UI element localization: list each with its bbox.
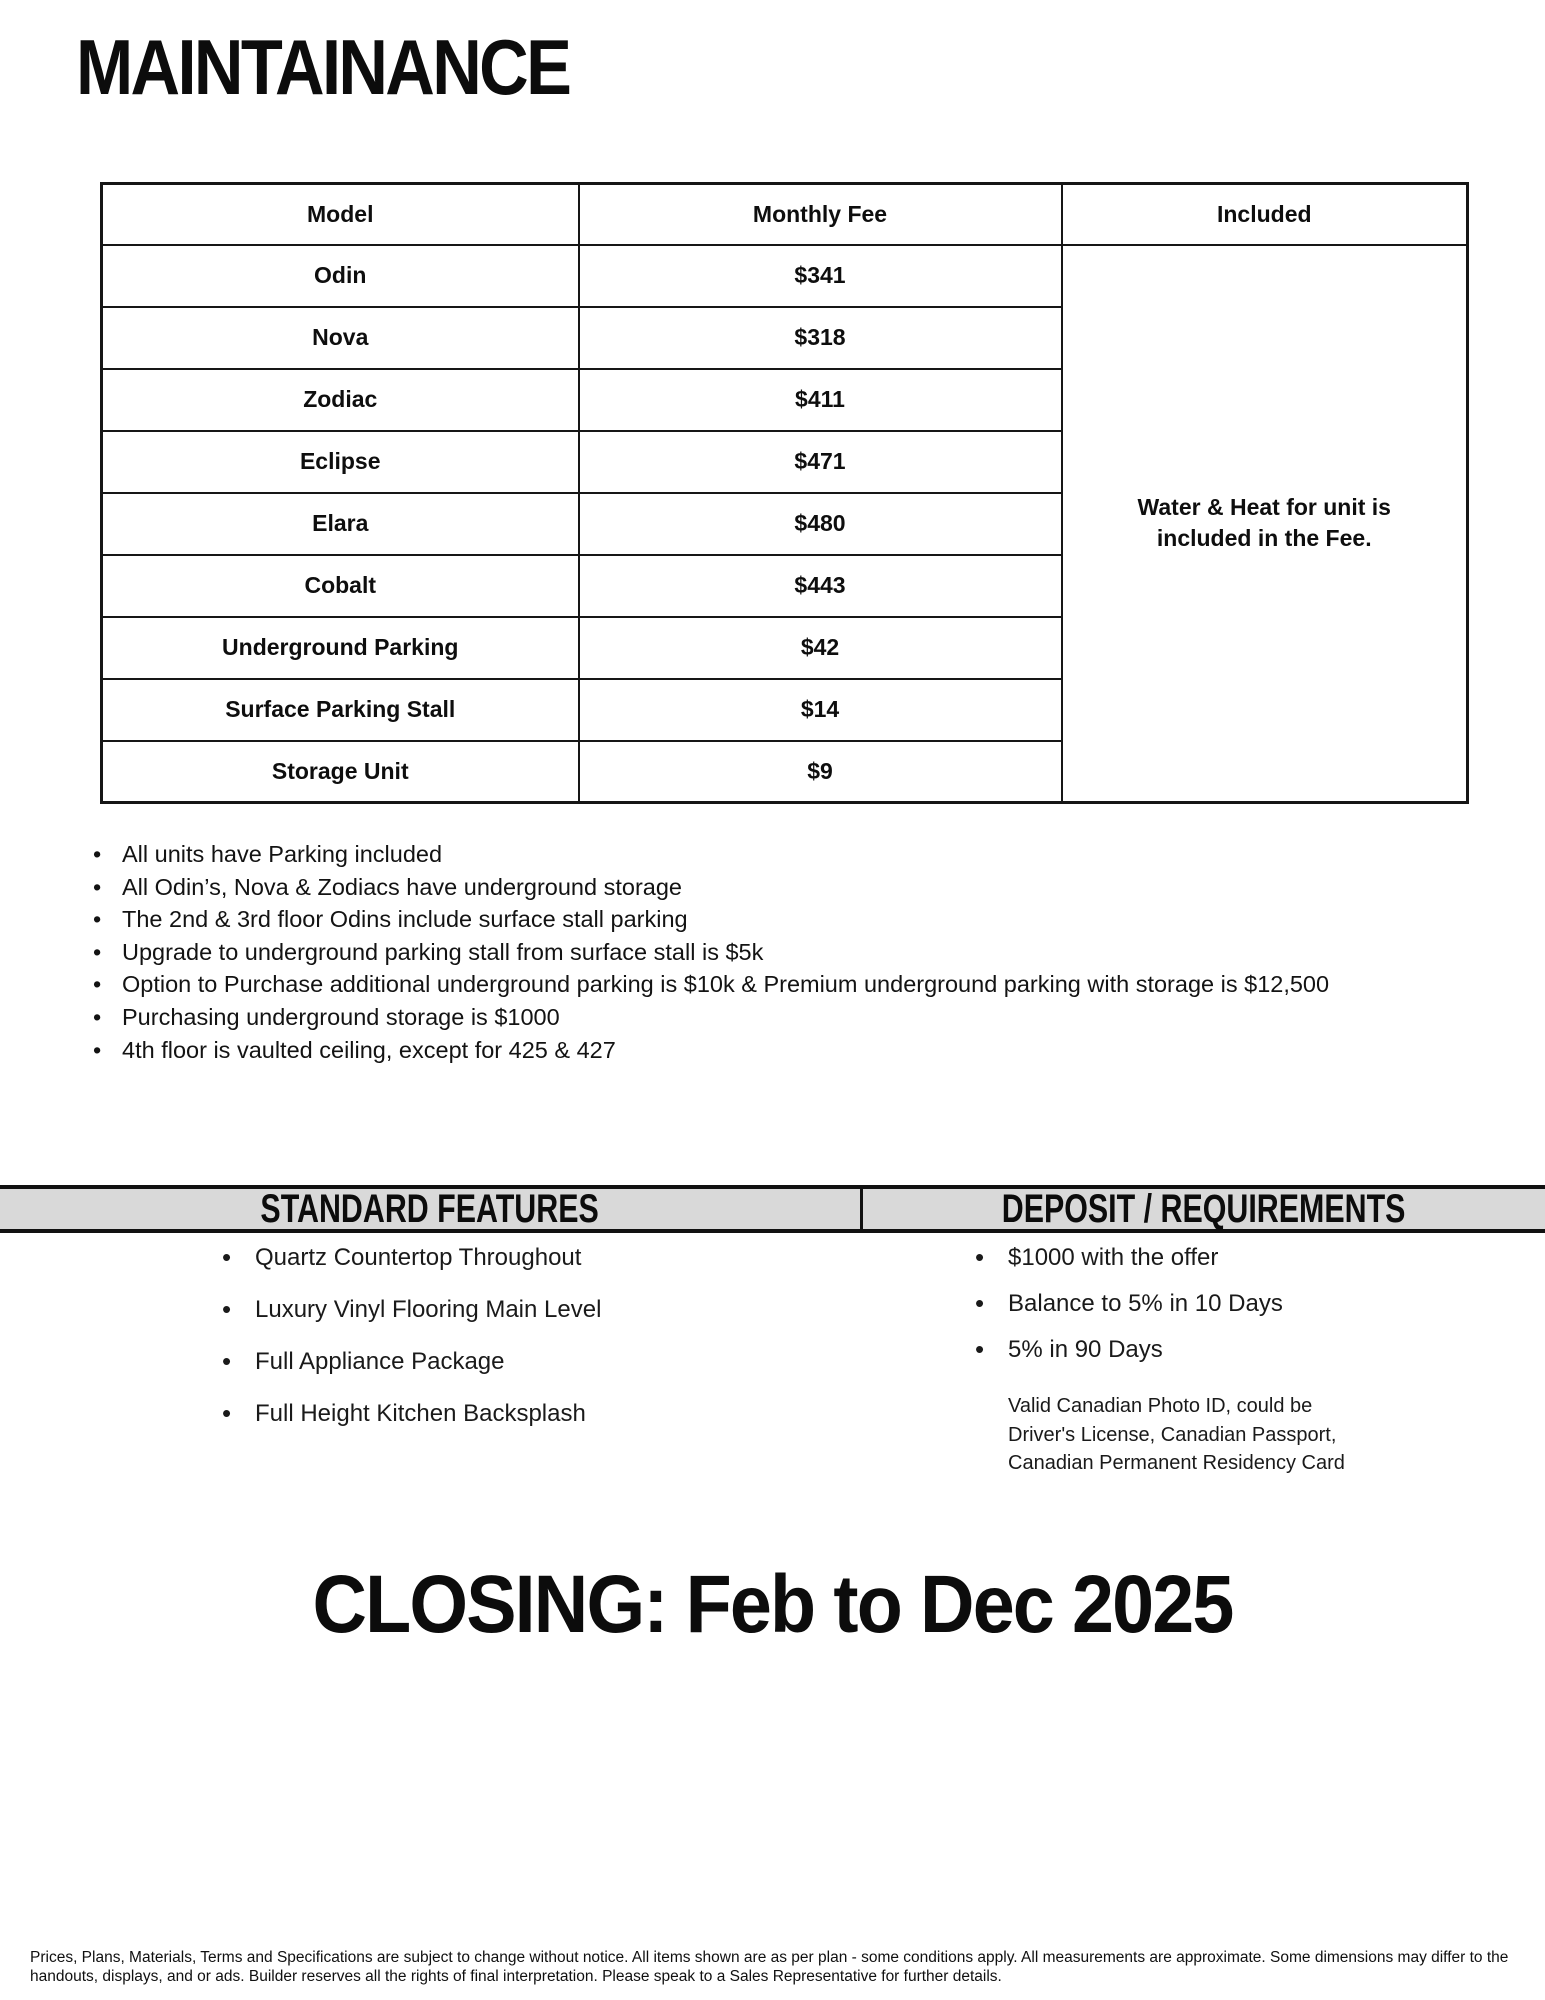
monthly-fee-cell: $411 bbox=[579, 369, 1062, 431]
model-cell: Underground Parking bbox=[102, 617, 579, 679]
model-cell: Elara bbox=[102, 493, 579, 555]
model-cell: Nova bbox=[102, 307, 579, 369]
note-item: • Purchasing underground storage is $1000 bbox=[91, 1001, 1329, 1034]
id-requirements-note: Valid Canadian Photo ID, could be Driver's License, Canadian Passport, Canadian Permanent Residency Card bbox=[1008, 1395, 1345, 1474]
standard-feature-item: • Luxury Vinyl Flooring Main Level bbox=[222, 1296, 601, 1324]
note-item: • Upgrade to underground parking stall from surface stall is $5k bbox=[91, 936, 1329, 969]
column-header-model: Model bbox=[102, 184, 579, 245]
deposit-requirement-item: • $1000 with the offer bbox=[975, 1244, 1283, 1272]
included-note-cell bbox=[1062, 245, 1468, 803]
model-cell: Odin bbox=[102, 245, 579, 307]
model-cell: Eclipse bbox=[102, 431, 579, 493]
deposit-requirement-item: • 5% in 90 Days bbox=[975, 1336, 1283, 1364]
monthly-fee-cell: $318 bbox=[579, 307, 1062, 369]
note-item: • Option to Purchase additional underground parking is $10k & Premium underground parking with storage is $12,500 bbox=[91, 968, 1329, 1001]
fee-table-row bbox=[102, 245, 1468, 307]
column-header-included: Included bbox=[1062, 184, 1468, 245]
deposit-requirement-item: • Balance to 5% in 10 Days bbox=[975, 1290, 1283, 1318]
standard-feature-item: • Full Height Kitchen Backsplash bbox=[222, 1400, 601, 1428]
deposit-requirements-title: DEPOSIT / REQUIREMENTS bbox=[1002, 1186, 1406, 1231]
monthly-fee-cell: $443 bbox=[579, 555, 1062, 617]
monthly-fee-cell: $14 bbox=[579, 679, 1062, 741]
section-header-bars bbox=[0, 1185, 1545, 1233]
note-item: • The 2nd & 3rd floor Odins include surface stall parking bbox=[91, 903, 1329, 936]
monthly-fee-cell: $341 bbox=[579, 245, 1062, 307]
deposit-requirements-list bbox=[975, 1244, 1283, 1382]
fee-table-body bbox=[102, 245, 1468, 803]
standard-feature-item: • Full Appliance Package bbox=[222, 1348, 601, 1376]
monthly-fee-cell: $471 bbox=[579, 431, 1062, 493]
column-header-monthly-fee: Monthly Fee bbox=[579, 184, 1062, 245]
page-title: MAINTAINANCE bbox=[76, 23, 570, 111]
standard-features-title: STANDARD FEATURES bbox=[260, 1186, 600, 1231]
standard-feature-item: • Quartz Countertop Throughout bbox=[222, 1244, 601, 1272]
closing-heading: CLOSING: Feb to Dec 2025 bbox=[312, 1559, 1233, 1650]
monthly-fee-cell: $42 bbox=[579, 617, 1062, 679]
disclaimer-text: Prices, Plans, Materials, Terms and Specifications are subject to change without notice. All items shown are as per plan - some conditions apply. All measurements are approximate. Some dimensions may differ to the handouts, displays, and or ads. Builder reserves all the rights of final interpretation. Please speak to a Sales Representative for further details. bbox=[30, 1949, 1509, 1985]
included-note-text: Water & Heat for unit is included in the Fee. bbox=[1137, 494, 1391, 552]
standard-features-list bbox=[222, 1244, 601, 1452]
notes-list bbox=[91, 838, 1329, 1066]
note-item: • 4th floor is vaulted ceiling, except for 425 & 427 bbox=[91, 1034, 1329, 1067]
deposit-requirements-header bbox=[860, 1186, 1545, 1231]
monthly-fee-cell: $480 bbox=[579, 493, 1062, 555]
note-item: • All Odin’s, Nova & Zodiacs have underground storage bbox=[91, 871, 1329, 904]
model-cell: Surface Parking Stall bbox=[102, 679, 579, 741]
note-item: • All units have Parking included bbox=[91, 838, 1329, 871]
fee-table bbox=[100, 182, 1469, 804]
model-cell: Zodiac bbox=[102, 369, 579, 431]
monthly-fee-cell: $9 bbox=[579, 741, 1062, 803]
model-cell: Storage Unit bbox=[102, 741, 579, 803]
model-cell: Cobalt bbox=[102, 555, 579, 617]
fee-table-header-row bbox=[102, 184, 1468, 245]
standard-features-header bbox=[0, 1186, 860, 1231]
